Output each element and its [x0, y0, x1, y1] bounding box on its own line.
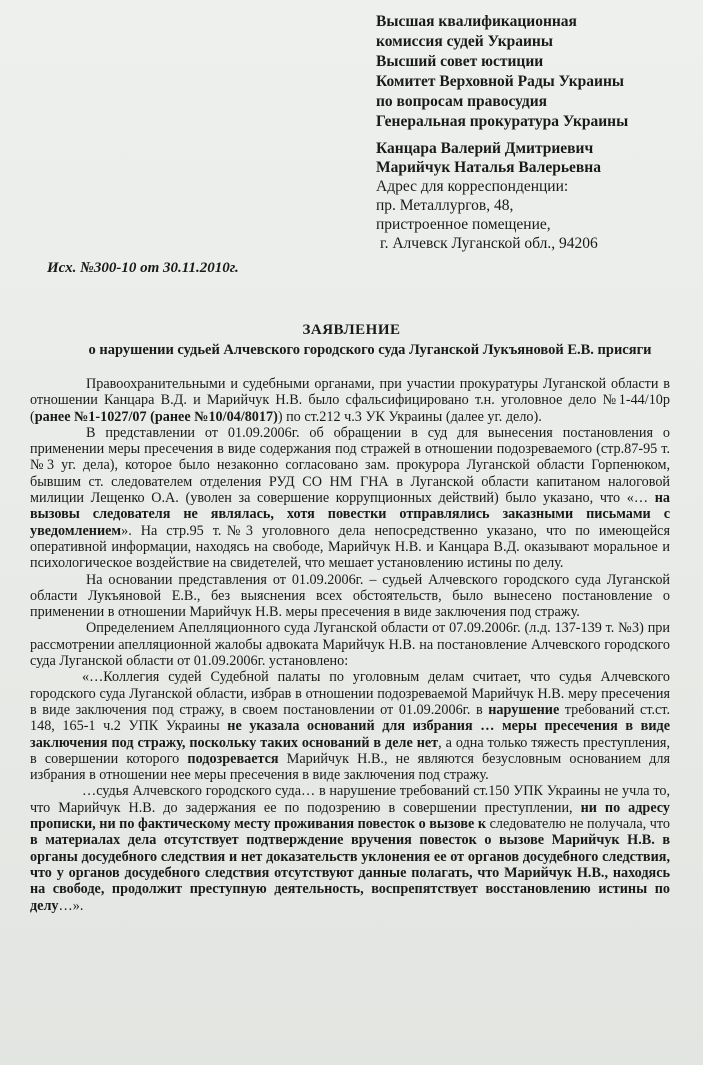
recipient-line: Генеральная прокуратура Украины: [376, 113, 629, 130]
p5-bold-2: не указала оснований для избрания … меры пресечения в виде заключения под стражу, поскольку таких оснований в деле нет: [30, 718, 670, 751]
recipient-line: комиссия судей Украины: [376, 33, 553, 50]
paragraph-4: Определением Апелляционного суда Луганской области от 07.09.2006г. (л.д. 137-139 т. №3) при рассмотрении апелляционной жалобы адвоката Марийчук Н.В. на постановление Алчевского городского суда Луганской области от 01.09.2006г. установлено:: [30, 620, 670, 670]
p6-text: …судья Алчевского городского суда… в нарушение требований ст.150 УПК Украины не учла то, что Марийчук Н.В. до задержания ее по подозрению в совершении преступлении,: [30, 783, 670, 816]
p2-text: В представлении от 01.09.2006г. об обращении в суд для вынесения постановления о применении меры пресечения в виде содержания под стражей в отношении подозреваемого (стр.87-95 т.№3 уг. дела), которое было незаконно согласовано зам. прокурора Луганской области Горпенюком, бывшим ст. следователем отделения РУД СО НМ ГНА в Луганской области капитаном налоговой милиции Лещенко О.А. (уволен за совершение коррупционных действий) было указано, что «…: [30, 424, 670, 507]
address-line-3: г. Алчевск Луганской обл., 94206: [380, 235, 598, 252]
p6-text-2: следователю не получала, что: [486, 816, 670, 833]
p6-bold-1: ни по адресу прописки, ни по фактическому месту проживания повесток о вызове к: [30, 799, 670, 833]
sender-name-2: Марийчук Наталья Валерьевна: [376, 159, 601, 176]
p6-bold-2: в материалах дела отсутствует подтверждение вручения повесток о вызове Марийчук Н.В. в органы досудебного следствия и нет доказательств уклонения ее от органов досудебного следствия, что у органов досудебного следствия отсутствуют данные полагать, что Марийчук Н.В., находясь на свободе, продолжит преступную деятельность, воспрепятствует восстановлению истины по делу: [30, 832, 670, 914]
outgoing-number: Исх. №300-10 от 30.11.2010г.: [47, 260, 239, 276]
p5-bold-3: подозревается: [187, 750, 279, 767]
address-label: Адрес для корреспонденции:: [376, 178, 569, 195]
recipient-line: по вопросам правосудия: [376, 93, 548, 110]
document-title: ЗАЯВЛЕНИЕ: [302, 322, 401, 338]
p1-bold: ранее №1-1027/07 (ранее №10/04/8017): [34, 408, 278, 425]
recipients-block: [376, 12, 696, 132]
address-line-1: пр. Металлургов, 48,: [376, 197, 514, 214]
p1-text: Правоохранительными и судебными органами, при участии прокуратуры Луганской области в отношении Канцара В.Д. и Марийчук Н.В. было сфальсифицировано т.н. уголовное дело №1-44/10р (: [30, 376, 670, 425]
recipient-line: Высший совет юстиции: [376, 53, 544, 70]
p5-text: «…Коллегия судей Судебной палаты по уголовным делам считает, что судья Алчевского городского суда Луганской области, избрав в отношении подозреваемой Марийчук Н.В. меру пресечения в виде заключения под стражу, в своем постановлении от 01.09.2006г. в: [30, 669, 670, 718]
document-subtitle: о нарушении судьей Алчевского городского суда Луганской Лукъяновой Е.В. присяги: [88, 342, 652, 358]
p5-text-2: требований ст.ст. 148, 165-1 ч.2 УПК Украины: [30, 701, 670, 735]
recipient-line: Комитет Верховной Рады Украины: [376, 73, 625, 90]
sender-name-1: Канцара Валерий Дмитриевич: [376, 140, 594, 157]
address-line-2: пристроенное помещение,: [376, 216, 551, 233]
p5-text-end: Марийчук Н.В., не являются безусловным основанием для избрания в отношении нее меры пресечения в виде заключения под стражу.: [30, 750, 670, 784]
senders-block: [376, 139, 696, 253]
p6-text-end: …».: [58, 897, 84, 914]
paragraph-3: На основании представления от 01.09.2006г. – судьей Алчевского городского суда Луганской области Лукъяновой Е.В., без выяснения всех обстоятельств, было вынесено постановление о применении в отношении Марийчук Н.В. меры пресечения в виде заключения под стражу.: [30, 571, 670, 621]
paragraph-6-quote: [30, 783, 670, 913]
p5-bold-1: нарушение: [488, 701, 560, 718]
p2-text-end: ». На стр.95 т.№3 уголовного дела непосредственно указано, что по имеющейся оперативной информации, находясь на свободе, Марийчук Н.В. и Канцара В.Д. оказывают моральное и психологическое воздействие на свидетелей, что мешает установлению истины по делу.: [30, 522, 670, 572]
recipient-line: Высшая квалификационная: [376, 13, 577, 30]
paragraph-2: [30, 425, 670, 572]
p5-text-3: , а одна только тяжесть преступления, в совершении которого: [30, 734, 670, 767]
p2-bold-quote: на вызовы следователя не являлась, хотя повестки отправлялись заказными письмами с уведомлением: [30, 490, 670, 539]
document-body: [30, 376, 670, 914]
paragraph-1: [30, 376, 670, 425]
paragraph-5-quote: [30, 669, 670, 783]
p1-text-end: ) по ст.212 ч.3 УК Украины (далее уг. дело).: [277, 408, 542, 425]
